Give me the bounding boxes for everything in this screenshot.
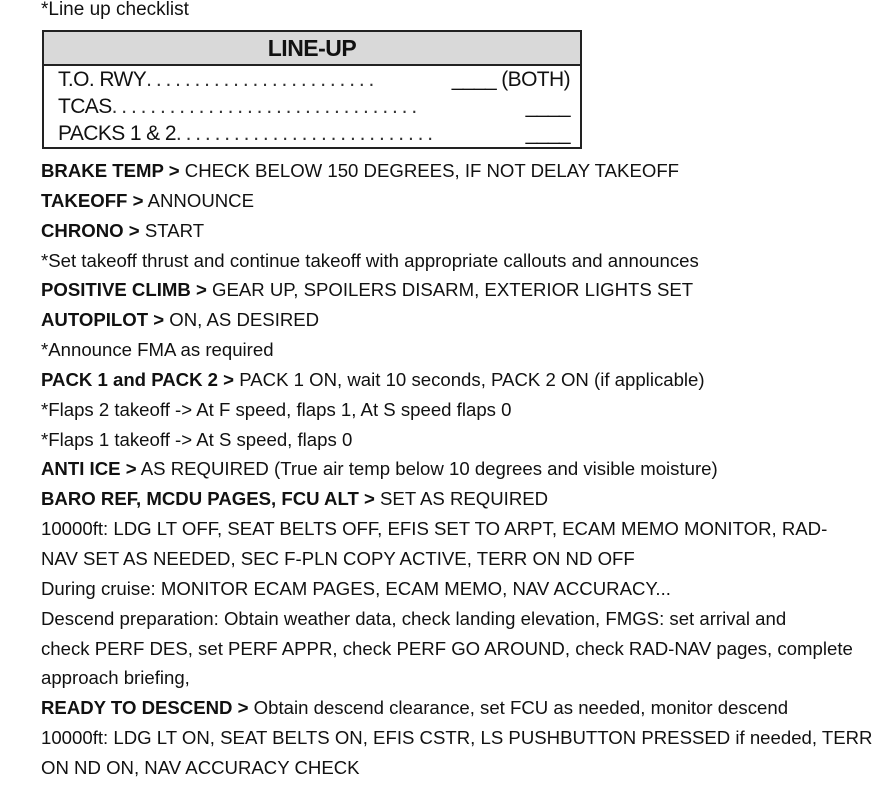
procedure-action: SET AS REQUIRED bbox=[374, 488, 549, 510]
procedure-line bbox=[41, 514, 881, 544]
leader-dots: . . . . . . . . . . . . . . . . . . . . . . . . . . . bbox=[175, 122, 433, 145]
procedure-action: *Announce FMA as required bbox=[41, 339, 274, 361]
procedure-step: PACK 1 and PACK 2 > bbox=[41, 368, 235, 390]
procedure-action: *Flaps 1 takeoff -> At S speed, flaps 0 bbox=[41, 428, 353, 450]
procedure-line bbox=[41, 574, 881, 604]
procedure-text bbox=[41, 156, 881, 783]
procedure-line bbox=[41, 753, 881, 783]
checklist-row bbox=[44, 120, 580, 147]
line-up-checklist-table bbox=[42, 30, 582, 149]
procedure-action: Obtain descend clearance, set FCU as needed, monitor descend bbox=[248, 697, 789, 719]
procedure-action: ON, AS DESIRED bbox=[164, 309, 320, 331]
procedure-line bbox=[41, 186, 881, 216]
procedure-action: ANNOUNCE bbox=[143, 189, 254, 211]
leader-dots: . . . . . . . . . . . . . . . . . . . . . . . . . . . . . . . . bbox=[111, 95, 417, 118]
checklist-row bbox=[44, 93, 580, 120]
procedure-action: 10000ft: LDG LT OFF, SEAT BELTS OFF, EFIS SET TO ARPT, ECAM MEMO MONITOR, RAD- bbox=[41, 518, 828, 540]
procedure-line bbox=[41, 454, 881, 484]
procedure-line bbox=[41, 604, 881, 634]
procedure-step: BRAKE TEMP > bbox=[41, 160, 180, 181]
intro-text: *Line up checklist bbox=[41, 0, 189, 20]
procedure-line bbox=[41, 693, 881, 723]
procedure-step: CHRONO > bbox=[41, 219, 140, 241]
procedure-line bbox=[41, 365, 881, 395]
procedure-line bbox=[41, 663, 881, 693]
procedure-action: CHECK BELOW 150 DEGREES, IF NOT DELAY TAKEOFF bbox=[179, 160, 680, 181]
procedure-step: READY TO DESCEND > bbox=[41, 697, 249, 719]
procedure-line bbox=[41, 484, 881, 514]
procedure-action: Descend preparation: Obtain weather data, check landing elevation, FMGS: set arrival and bbox=[41, 607, 787, 629]
procedure-action: GEAR UP, SPOILERS DISARM, EXTERIOR LIGHTS SET bbox=[206, 279, 694, 301]
procedure-action: approach briefing, bbox=[41, 667, 190, 689]
checklist-response: ____ bbox=[525, 95, 570, 118]
procedure-action: *Flaps 2 takeoff -> At F speed, flaps 1, At S speed flaps 0 bbox=[41, 398, 512, 420]
procedure-step: TAKEOFF > bbox=[41, 189, 144, 211]
procedure-action: NAV SET AS NEEDED, SEC F-PLN COPY ACTIVE, TERR ON ND OFF bbox=[41, 547, 635, 569]
procedure-action: PACK 1 ON, wait 10 seconds, PACK 2 ON (if applicable) bbox=[234, 368, 705, 390]
checklist-item: TCAS bbox=[58, 95, 112, 118]
checklist-row bbox=[44, 66, 580, 93]
leader-dots: . . . . . . . . . . . . . . . . . . . . . . . . bbox=[146, 68, 374, 91]
procedure-step: ANTI ICE > bbox=[41, 458, 137, 480]
procedure-line bbox=[41, 723, 881, 753]
procedure-action: 10000ft: LDG LT ON, SEAT BELTS ON, EFIS CSTR, LS PUSHBUTTON PRESSED if needed, TERR bbox=[41, 727, 873, 749]
procedure-action: During cruise: MONITOR ECAM PAGES, ECAM MEMO, NAV ACCURACY... bbox=[41, 577, 671, 599]
procedure-action: check PERF DES, set PERF APPR, check PERF GO AROUND, check RAD-NAV pages, complete bbox=[41, 637, 853, 659]
checklist-item: T.O. RWY bbox=[58, 68, 147, 91]
procedure-line bbox=[41, 305, 881, 335]
procedure-line bbox=[41, 634, 881, 664]
procedure-line bbox=[41, 395, 881, 425]
procedure-line bbox=[41, 156, 881, 186]
checklist-title: LINE-UP bbox=[44, 32, 580, 66]
procedure-step: POSITIVE CLIMB > bbox=[41, 279, 207, 301]
checklist-item: PACKS 1 & 2 bbox=[58, 122, 176, 145]
procedure-action: START bbox=[139, 219, 205, 241]
procedure-line bbox=[41, 544, 881, 574]
procedure-line bbox=[41, 335, 881, 365]
procedure-step: BARO REF, MCDU PAGES, FCU ALT > bbox=[41, 488, 375, 510]
procedure-action: AS REQUIRED (True air temp below 10 degrees and visible moisture) bbox=[136, 458, 718, 480]
checklist-response: ____ bbox=[525, 122, 570, 145]
procedure-action: ON ND ON, NAV ACCURACY CHECK bbox=[41, 756, 360, 778]
checklist-response: ____ (BOTH) bbox=[451, 68, 570, 91]
procedure-line bbox=[41, 275, 881, 305]
procedure-line bbox=[41, 216, 881, 246]
procedure-step: AUTOPILOT > bbox=[41, 309, 165, 331]
procedure-line bbox=[41, 246, 881, 276]
procedure-line bbox=[41, 425, 881, 455]
procedure-action: *Set takeoff thrust and continue takeoff with appropriate callouts and announces bbox=[41, 249, 699, 271]
